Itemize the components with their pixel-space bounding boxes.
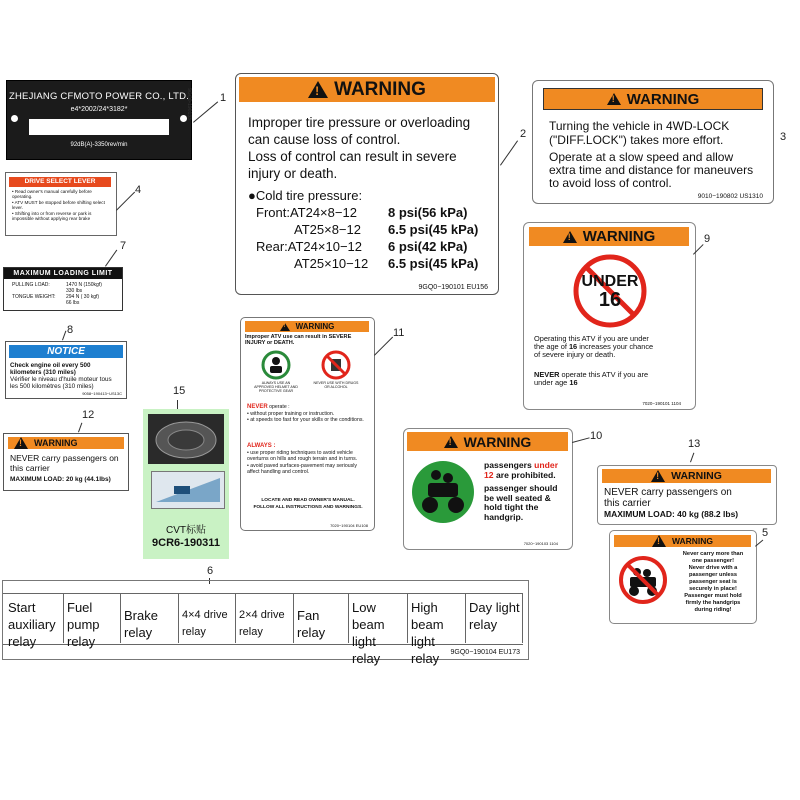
body-line: can cause loss of control.	[248, 132, 401, 147]
helmet-rider-icon	[261, 350, 291, 380]
body-line: Check engine oil every 500	[10, 362, 91, 369]
label-header: MAXIMUM LOADING LIMIT	[4, 268, 122, 279]
relay-line: 2×4 drive relay	[239, 609, 285, 638]
warning-triangle-icon	[444, 436, 458, 448]
label-body	[484, 461, 572, 522]
relay-line: 4×4 drive relay	[182, 609, 228, 638]
body-line: LOCATE AND READ OWNER'S MANUAL.	[261, 498, 355, 503]
relay-line: relay	[8, 634, 37, 649]
warning-header	[8, 437, 124, 449]
warning-header	[529, 227, 689, 246]
age-number: 16	[569, 378, 578, 388]
leader-line	[62, 331, 66, 341]
relay-line: High beam	[411, 600, 444, 632]
relay-cell	[466, 593, 523, 643]
company-name: ZHEJIANG CFMOTO POWER CO., LTD.	[8, 91, 190, 102]
body-line: les 500 kilomètres (310 miles)	[10, 383, 94, 390]
cvt-sticker-icon	[152, 472, 224, 508]
body-line: firmly the handgrips	[685, 600, 741, 606]
body-line: Loss of control can result in severe	[248, 149, 457, 164]
passenger-rider-icon	[410, 459, 476, 525]
warning-body	[549, 119, 729, 147]
warning-title: WARNING	[671, 536, 714, 546]
warning-header	[602, 469, 771, 483]
warning-header	[407, 432, 568, 451]
load-name: PULLING LOAD:	[12, 282, 50, 288]
warning-triangle-icon	[308, 81, 328, 98]
text-run: passengers	[484, 460, 535, 470]
always-section	[247, 443, 369, 476]
part-number: 9058−190413−US13C	[82, 391, 122, 396]
plate-code: 9GQ0-190133	[186, 88, 193, 120]
warning-header	[239, 77, 495, 102]
rivet-hole	[11, 115, 18, 122]
approval-number: e4*2002/24*3182*	[70, 106, 128, 113]
cvt-label	[143, 409, 229, 559]
passenger-under-12-warning-label	[403, 428, 573, 550]
leader-line	[78, 423, 82, 433]
callout-5: 5	[762, 527, 769, 539]
callout-10: 10	[590, 430, 603, 442]
max-load: MAXIMUM LOAD: 20 kg (44.1lbs)	[10, 476, 111, 483]
body-line: Operate at a slow speed and allow	[549, 150, 734, 164]
never-word: NEVER	[534, 370, 560, 379]
label-intro	[245, 334, 351, 346]
tire-size: AT25×10−12	[294, 256, 369, 271]
load-name: TONGUE WEIGHT:	[12, 294, 56, 300]
warning-title: WARNING	[463, 433, 532, 450]
body-line: passenger seat is	[689, 579, 737, 585]
relay-identification-label	[2, 580, 529, 666]
cvt-sticker-image	[151, 471, 225, 509]
cvt-photo-image	[148, 414, 224, 464]
relay-line: Brake relay	[124, 608, 158, 640]
age-text: 16	[598, 289, 622, 311]
load-value: 66 lbs	[66, 300, 80, 306]
part-number: 7020−190101 1104	[642, 401, 681, 406]
body-line: Improper tire pressure or overloading	[248, 115, 471, 130]
body-line: this carrier	[10, 463, 50, 473]
age-number: 16	[568, 342, 578, 352]
load-value: 1470 N (150kgf)	[66, 282, 102, 288]
relay-line: relay	[67, 634, 96, 649]
drive-select-lever-label	[5, 172, 117, 236]
callout-9: 9	[704, 233, 711, 245]
cvt-caption: CVT标贴	[166, 525, 206, 536]
body-line: NEVER carry passengers on	[604, 487, 732, 498]
tire-pressure: 6.5 psi(45 kPa)	[388, 256, 479, 271]
leader-line	[572, 437, 590, 443]
never-heading-rest: operate :	[267, 404, 290, 410]
tire-pressure-warning-label	[235, 73, 499, 295]
relay-line: Day light	[469, 600, 520, 615]
cvt-cover-icon	[148, 414, 224, 464]
highlight-text: under	[534, 460, 559, 470]
leader-line	[105, 250, 117, 267]
body-line: ("DIFF.LOCK") takes more effort.	[549, 133, 724, 147]
never-heading: NEVER	[247, 404, 268, 410]
part-number: 7020−190103 1104	[523, 541, 558, 546]
bullet: • avoid paved surfaces-pavement may seriously affect handling and control.	[247, 462, 357, 475]
general-atv-warning-label	[240, 317, 375, 531]
label-body	[672, 551, 754, 614]
body-line: of severe injury or death.	[534, 350, 616, 360]
body-line: this carrier	[604, 498, 651, 509]
bullet: • ATV MUST be stopped before shifting select lever.	[12, 199, 105, 211]
never-section	[247, 404, 369, 424]
carrier-20kg-warning-label	[3, 433, 129, 491]
body-line: FOLLOW ALL INSTRUCTIONS AND WARNINGS.	[253, 504, 363, 510]
leader-line	[193, 101, 218, 122]
relay-line: light relay	[352, 634, 381, 666]
body-line: Operating this ATV if you are under	[534, 334, 649, 343]
warning-triangle-icon	[652, 535, 666, 547]
icon-caption: NEVER USE WITH DRUGS OR ALCOHOL	[313, 381, 359, 389]
body-line: Turning the vehicle in 4WD-LOCK	[549, 119, 730, 133]
body-line: one passenger!	[691, 558, 735, 564]
no-drugs-alcohol-icon	[321, 350, 351, 380]
manual-notice	[247, 498, 369, 511]
one-passenger-warning-label	[609, 530, 757, 624]
body-line: passenger unless	[688, 572, 738, 578]
callout-7: 7	[120, 240, 127, 252]
warning-triangle-icon	[563, 231, 577, 243]
body-line: during riding!	[694, 607, 732, 613]
body-line: hold tight the	[484, 502, 539, 512]
leader-line	[500, 140, 518, 165]
under-text: UNDER	[581, 273, 639, 290]
body-line: Never carry more than	[682, 551, 744, 557]
body-line: handgrip.	[484, 511, 524, 522]
icon-caption: ALWAYS USE AN APPROVED HELMET AND PROTECTIVE GEAR	[254, 381, 298, 393]
leader-line	[116, 192, 135, 211]
no-extra-passengers-icon	[618, 555, 668, 605]
warning-body	[549, 151, 753, 190]
label-body	[10, 453, 119, 473]
callout-3: 3	[780, 131, 787, 143]
relay-cell	[236, 593, 294, 643]
vin-blank-box	[29, 119, 169, 135]
relay-line: light relay	[411, 634, 440, 666]
callout-13: 13	[688, 438, 701, 450]
body-line: to avoid loss of control.	[549, 176, 672, 190]
cold-pressure-heading: ●Cold tire pressure:	[248, 188, 363, 203]
warning-title: WARNING	[626, 90, 700, 108]
relay-line: Fan relay	[297, 608, 326, 640]
relay-line: Low beam	[352, 600, 385, 632]
warning-triangle-icon	[280, 323, 290, 331]
relay-cell	[64, 593, 121, 649]
relay-line: relay	[469, 617, 498, 632]
relay-cell	[179, 593, 236, 643]
warning-header	[245, 321, 369, 332]
body-line: Vérifier le niveau d'huile moteur tous	[10, 376, 112, 383]
always-heading: ALWAYS :	[247, 443, 276, 449]
text-run: increases your chance	[577, 342, 654, 352]
load-value: 330 lbs	[66, 288, 83, 294]
warning-title: WARNING	[671, 470, 722, 482]
part-number: 9GQ0−190104 EU173	[450, 649, 520, 656]
leader-line	[374, 337, 393, 356]
tire-size: Front:AT24×8−12	[256, 205, 357, 220]
warning-triangle-icon	[651, 470, 665, 482]
body-line: securely in place!	[689, 586, 737, 592]
max-loading-limit-label	[3, 267, 123, 311]
warning-triangle-icon	[607, 93, 621, 105]
label-body	[10, 362, 112, 390]
tire-pressure: 8 psi(56 kPa)	[388, 205, 468, 220]
relay-cell	[294, 593, 349, 643]
body-line: NEVER carry passengers on	[10, 453, 119, 463]
label-header: DRIVE SELECT LEVER	[9, 177, 111, 187]
under-16-warning-label	[523, 222, 696, 410]
relay-cell	[408, 593, 466, 666]
callout-4: 4	[135, 184, 142, 196]
label-body	[534, 371, 689, 387]
body-line: INJURY or DEATH.	[245, 340, 295, 346]
body-line: injury or death.	[248, 166, 338, 181]
callout-6: 6	[207, 565, 214, 577]
body-line: kilometers (310 miles)	[10, 369, 76, 376]
tire-size: AT25×8−12	[294, 222, 361, 237]
nameplate-label	[6, 80, 192, 160]
body-line: be well seated &	[484, 492, 551, 503]
load-value: 294 N ( 30 kgf)	[66, 294, 100, 300]
relay-cell	[349, 593, 408, 666]
relay-cell	[5, 593, 64, 649]
carrier-40kg-warning-label	[597, 465, 777, 525]
part-number: 9010−190802 US1310	[697, 193, 763, 200]
cvt-part-number: 9CR6-190311	[152, 537, 220, 549]
body-line: Passenger must hold	[684, 593, 742, 599]
body-line: Improper ATV use can result in SEVERE	[245, 334, 352, 340]
tire-pressure: 6 psi(42 kPa)	[388, 239, 468, 254]
callout-8: 8	[67, 324, 74, 336]
text-run: are prohibited.	[493, 469, 556, 480]
callout-11: 11	[393, 327, 405, 339]
warning-header	[614, 535, 751, 547]
bullet: • Shifting into or from reverse or park is impossible without applying rear brake	[12, 210, 92, 222]
callout-1: 1	[220, 92, 227, 104]
sound-level: 92dB(A)-3350rev/min	[70, 142, 128, 148]
label-body	[12, 189, 112, 221]
bullet: • use proper riding techniques to avoid vehicle overturns on hills and rough terrain and in turns.	[247, 449, 358, 462]
callout-12: 12	[82, 409, 95, 421]
warning-header	[543, 88, 763, 110]
warning-body	[248, 114, 470, 182]
relay-cell	[121, 593, 179, 643]
callout-2: 2	[520, 128, 527, 140]
bullet: • at speeds too fast for your skills or the conditions.	[247, 417, 364, 423]
callout-15: 15	[173, 385, 186, 397]
body-line: Never drive with a	[688, 565, 738, 571]
relay-line: Start auxiliary	[8, 600, 56, 632]
text-run: under age	[534, 378, 570, 388]
body-line: extra time and distance for maneuvers	[549, 163, 754, 177]
bullet: • without proper training or instruction.	[247, 410, 335, 417]
notice-header: NOTICE	[9, 345, 123, 358]
label-body	[604, 487, 732, 509]
relay-line: Fuel pump	[67, 600, 100, 632]
warning-title: WARNING	[34, 438, 78, 448]
tire-pressure: 6.5 psi(45 kPa)	[388, 222, 479, 237]
part-number: 7020−190104 EU108	[330, 523, 368, 528]
highlight-text: 12	[484, 469, 494, 480]
warning-title: WARNING	[295, 322, 335, 331]
4wd-lock-warning-label	[532, 80, 774, 204]
warning-title: WARNING	[334, 78, 426, 100]
leader-line	[690, 453, 694, 463]
tire-size: Rear:AT24×10−12	[256, 239, 362, 254]
warning-title: WARNING	[582, 228, 656, 245]
text-run: the age of	[534, 342, 569, 352]
label-body	[534, 335, 689, 360]
max-load: MAXIMUM LOAD: 40 kg (88.2 lbs)	[604, 509, 739, 519]
oil-check-notice-label	[5, 341, 127, 399]
part-number: 9GQ0−190101 EU156	[418, 284, 488, 291]
warning-triangle-icon	[14, 437, 28, 449]
text-run: operate this ATV if you are	[559, 370, 649, 379]
body-line: passenger should	[484, 483, 558, 493]
bullet: • Read owner's manual carefully before operating.	[12, 189, 92, 200]
